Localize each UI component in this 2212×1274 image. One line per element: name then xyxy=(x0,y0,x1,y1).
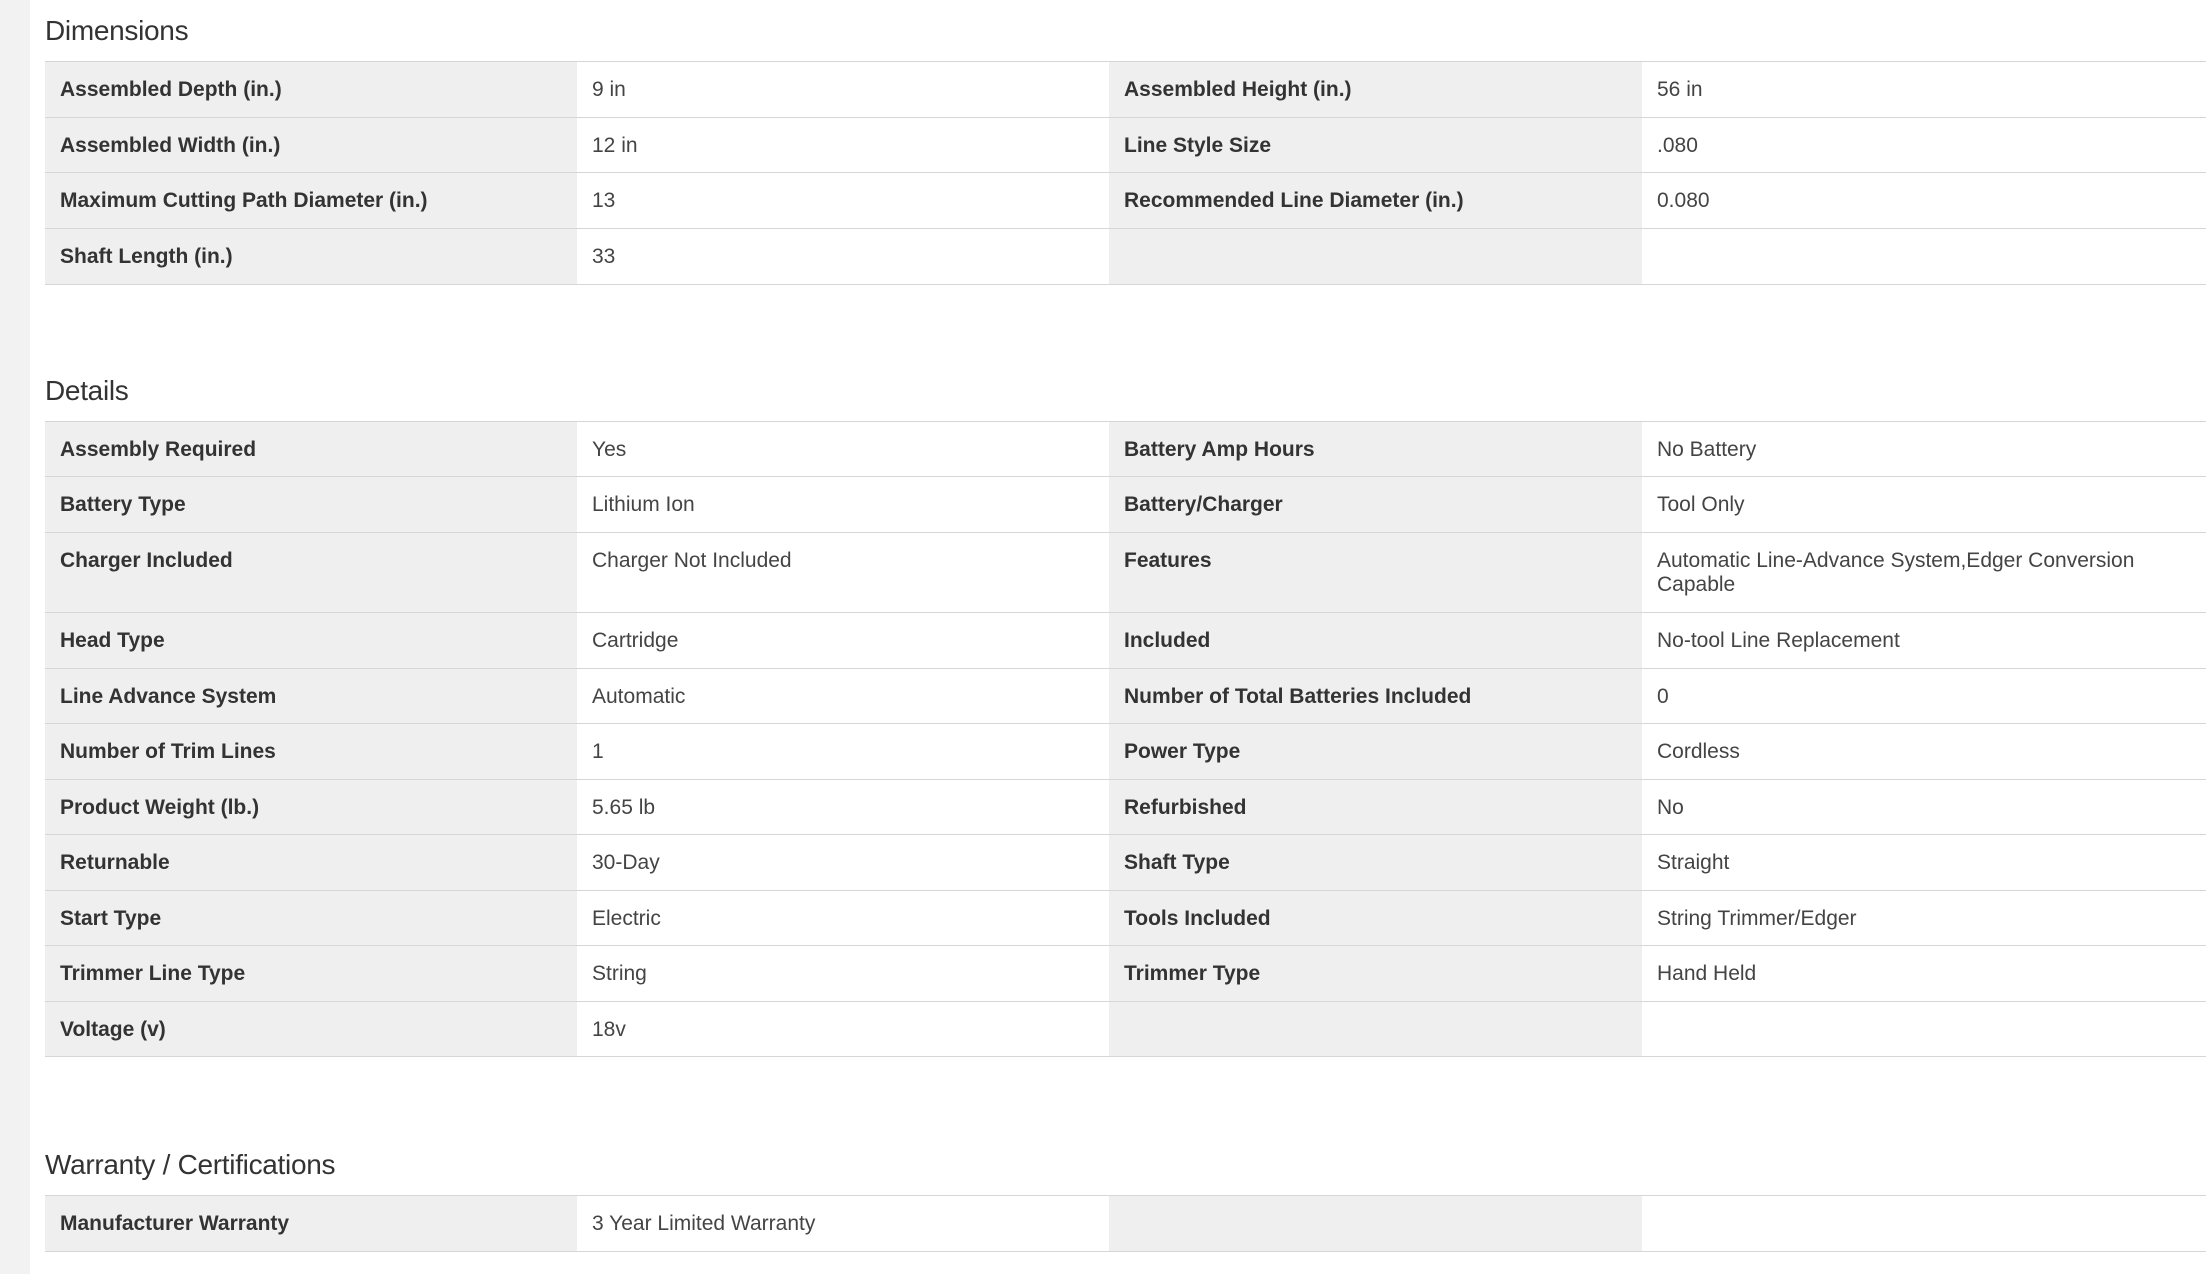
spec-value: 56 in xyxy=(1642,62,2174,117)
spec-label: Assembled Height (in.) xyxy=(1109,62,1642,117)
spec-value: 3 Year Limited Warranty xyxy=(577,1196,1109,1251)
spec-label: Head Type xyxy=(45,613,577,668)
table-row xyxy=(45,533,2206,613)
spec-label: Charger Included xyxy=(45,533,577,612)
spec-value: Lithium Ion xyxy=(577,477,1109,532)
spec-value: 9 in xyxy=(577,62,1109,117)
table-row xyxy=(45,946,2206,1002)
table-row xyxy=(45,780,2206,835)
spec-label: Included xyxy=(1109,613,1642,668)
table-row xyxy=(45,835,2206,891)
spec-value: .080 xyxy=(1642,118,2174,172)
spec-value: 13 xyxy=(577,173,1109,228)
spec-label: Line Style Size xyxy=(1109,118,1642,172)
spec-value: 30-Day xyxy=(577,835,1109,890)
spec-value: No xyxy=(1642,780,2174,834)
dimensions-section xyxy=(45,0,2206,285)
spec-value xyxy=(1642,229,2174,284)
table-row xyxy=(45,891,2206,946)
spec-value: 1 xyxy=(577,724,1109,779)
spec-label: Start Type xyxy=(45,891,577,945)
spec-label: Battery Amp Hours xyxy=(1109,422,1642,476)
spec-value: Tool Only xyxy=(1642,477,2174,532)
spec-label: Product Weight (lb.) xyxy=(45,780,577,834)
spec-label: Line Advance System xyxy=(45,669,577,723)
section-title-warranty: Warranty / Certifications xyxy=(45,1134,2206,1196)
warranty-table xyxy=(45,1196,2206,1252)
spec-label xyxy=(1109,1002,1642,1056)
spec-value: Straight xyxy=(1642,835,2174,890)
spec-label: Battery/Charger xyxy=(1109,477,1642,532)
spec-label: Returnable xyxy=(45,835,577,890)
spec-value: No Battery xyxy=(1642,422,2174,476)
spec-value: Cartridge xyxy=(577,613,1109,668)
spec-value: Yes xyxy=(577,422,1109,476)
spec-label: Refurbished xyxy=(1109,780,1642,834)
spec-value: 33 xyxy=(577,229,1109,284)
spec-label: Power Type xyxy=(1109,724,1642,779)
spec-label: Assembled Width (in.) xyxy=(45,118,577,172)
table-row xyxy=(45,1002,2206,1057)
table-row xyxy=(45,669,2206,724)
section-title-details: Details xyxy=(45,360,2206,422)
section-title-dimensions: Dimensions xyxy=(45,0,2206,62)
spec-value: Automatic Line-Advance System,Edger Conversion Capable xyxy=(1642,533,2174,612)
spec-label: Shaft Type xyxy=(1109,835,1642,890)
spec-label: Number of Trim Lines xyxy=(45,724,577,779)
spec-value: 0 xyxy=(1642,669,2174,723)
spec-value: 18v xyxy=(577,1002,1109,1056)
spec-label: Maximum Cutting Path Diameter (in.) xyxy=(45,173,577,228)
spec-value: Electric xyxy=(577,891,1109,945)
spec-label: Features xyxy=(1109,533,1642,612)
warranty-section xyxy=(45,1134,2206,1252)
spec-value: No-tool Line Replacement xyxy=(1642,613,2174,668)
specifications-page xyxy=(30,0,2212,1274)
spec-label: Shaft Length (in.) xyxy=(45,229,577,284)
spec-label: Manufacturer Warranty xyxy=(45,1196,577,1251)
spec-label: Assembled Depth (in.) xyxy=(45,62,577,117)
spec-label xyxy=(1109,229,1642,284)
table-row xyxy=(45,422,2206,477)
table-row xyxy=(45,62,2206,118)
spec-value xyxy=(1642,1002,2174,1056)
spec-label: Number of Total Batteries Included xyxy=(1109,669,1642,723)
spec-label: Trimmer Type xyxy=(1109,946,1642,1001)
spec-value xyxy=(1642,1196,2174,1251)
table-row xyxy=(45,724,2206,780)
spec-value: 0.080 xyxy=(1642,173,2174,228)
spec-value: String Trimmer/Edger xyxy=(1642,891,2174,945)
table-row xyxy=(45,1196,2206,1252)
spec-label xyxy=(1109,1196,1642,1251)
table-row xyxy=(45,229,2206,285)
spec-value: Hand Held xyxy=(1642,946,2174,1001)
spec-value: Charger Not Included xyxy=(577,533,1109,612)
spec-label: Recommended Line Diameter (in.) xyxy=(1109,173,1642,228)
dimensions-table xyxy=(45,62,2206,285)
spec-label: Tools Included xyxy=(1109,891,1642,945)
spec-label: Voltage (v) xyxy=(45,1002,577,1056)
spec-value: Automatic xyxy=(577,669,1109,723)
details-table xyxy=(45,422,2206,1057)
spec-value: 5.65 lb xyxy=(577,780,1109,834)
spec-value: Cordless xyxy=(1642,724,2174,779)
table-row xyxy=(45,118,2206,173)
spec-value: 12 in xyxy=(577,118,1109,172)
spec-label: Assembly Required xyxy=(45,422,577,476)
table-row xyxy=(45,173,2206,229)
spec-label: Trimmer Line Type xyxy=(45,946,577,1001)
table-row xyxy=(45,477,2206,533)
spec-label: Battery Type xyxy=(45,477,577,532)
spec-value: String xyxy=(577,946,1109,1001)
table-row xyxy=(45,613,2206,669)
details-section xyxy=(45,360,2206,1057)
